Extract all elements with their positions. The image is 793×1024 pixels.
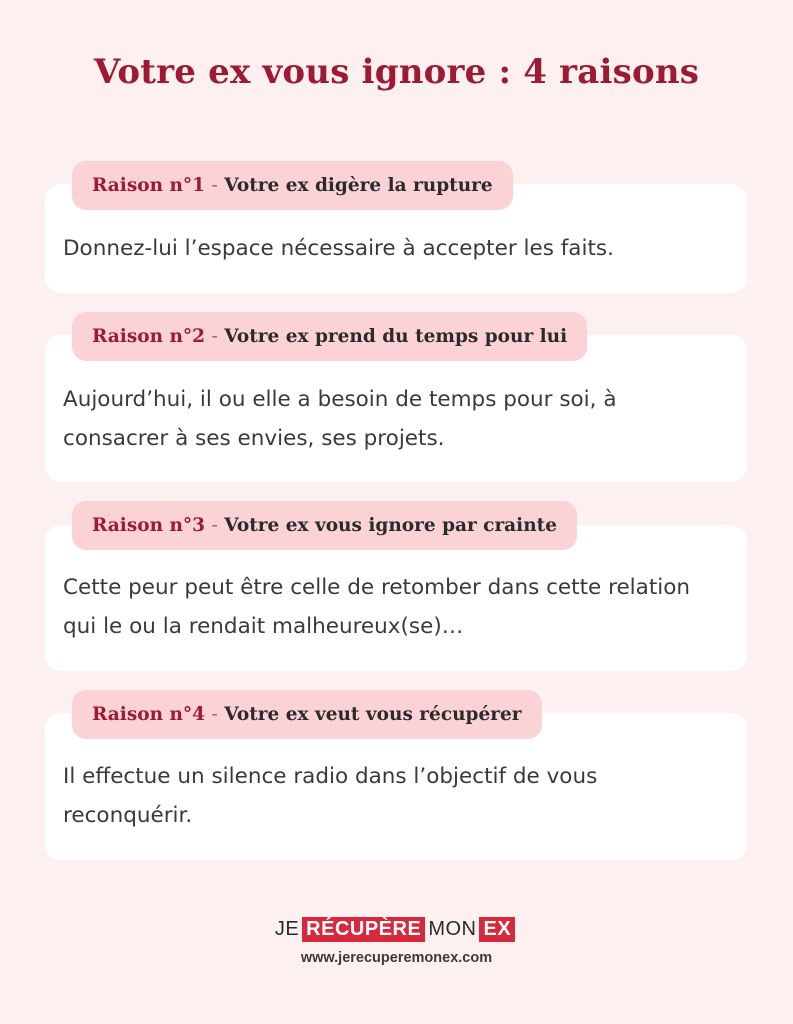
reason-subtitle-4: Votre ex veut vous récupérer — [224, 704, 522, 725]
reason-text-1: Donnez-lui l’espace nécessaire à accepter les faits. — [63, 236, 614, 261]
page-title: Votre ex vous ignore : 4 raisons — [93, 52, 700, 92]
reason-subtitle-2: Votre ex prend du temps pour lui — [224, 326, 568, 347]
reason-text-3: Cette peur peut être celle de retomber dans cette relation qui le ou la rendait malheureux(se)… — [63, 575, 691, 639]
logo-part-je: JE — [274, 918, 300, 940]
website-url: www.jerecuperemonex.com — [300, 950, 493, 966]
reason-heading-4 — [72, 690, 542, 739]
reason-number-4: Raison n°4 — [92, 704, 206, 725]
reason-subtitle-1: Votre ex digère la rupture — [224, 175, 493, 196]
reason-subtitle-3: Votre ex vous ignore par crainte — [224, 515, 557, 536]
reason-number-3: Raison n°3 — [92, 515, 206, 536]
logo-part-ex: EX — [479, 917, 515, 942]
reason-separator-2: - — [211, 326, 218, 347]
logo-part-recupere: RÉCUPÈRE — [302, 917, 425, 942]
brand-logo — [0, 917, 793, 942]
reason-separator-4: - — [211, 704, 218, 725]
reason-text-2: Aujourd’hui, il ou elle a besoin de temps pour soi, à consacrer à ses envies, ses projets. — [63, 387, 617, 451]
reason-text-4: Il effectue un silence radio dans l’objectif de vous reconquérir. — [63, 764, 598, 828]
reason-separator-1: - — [211, 175, 218, 196]
reason-heading-1 — [72, 161, 513, 210]
logo-part-mon: MON — [428, 918, 477, 940]
reason-heading-2 — [72, 312, 587, 361]
reason-number-2: Raison n°2 — [92, 326, 206, 347]
reason-heading-3 — [72, 501, 577, 550]
reason-number-1: Raison n°1 — [92, 175, 206, 196]
reason-separator-3: - — [211, 515, 218, 536]
